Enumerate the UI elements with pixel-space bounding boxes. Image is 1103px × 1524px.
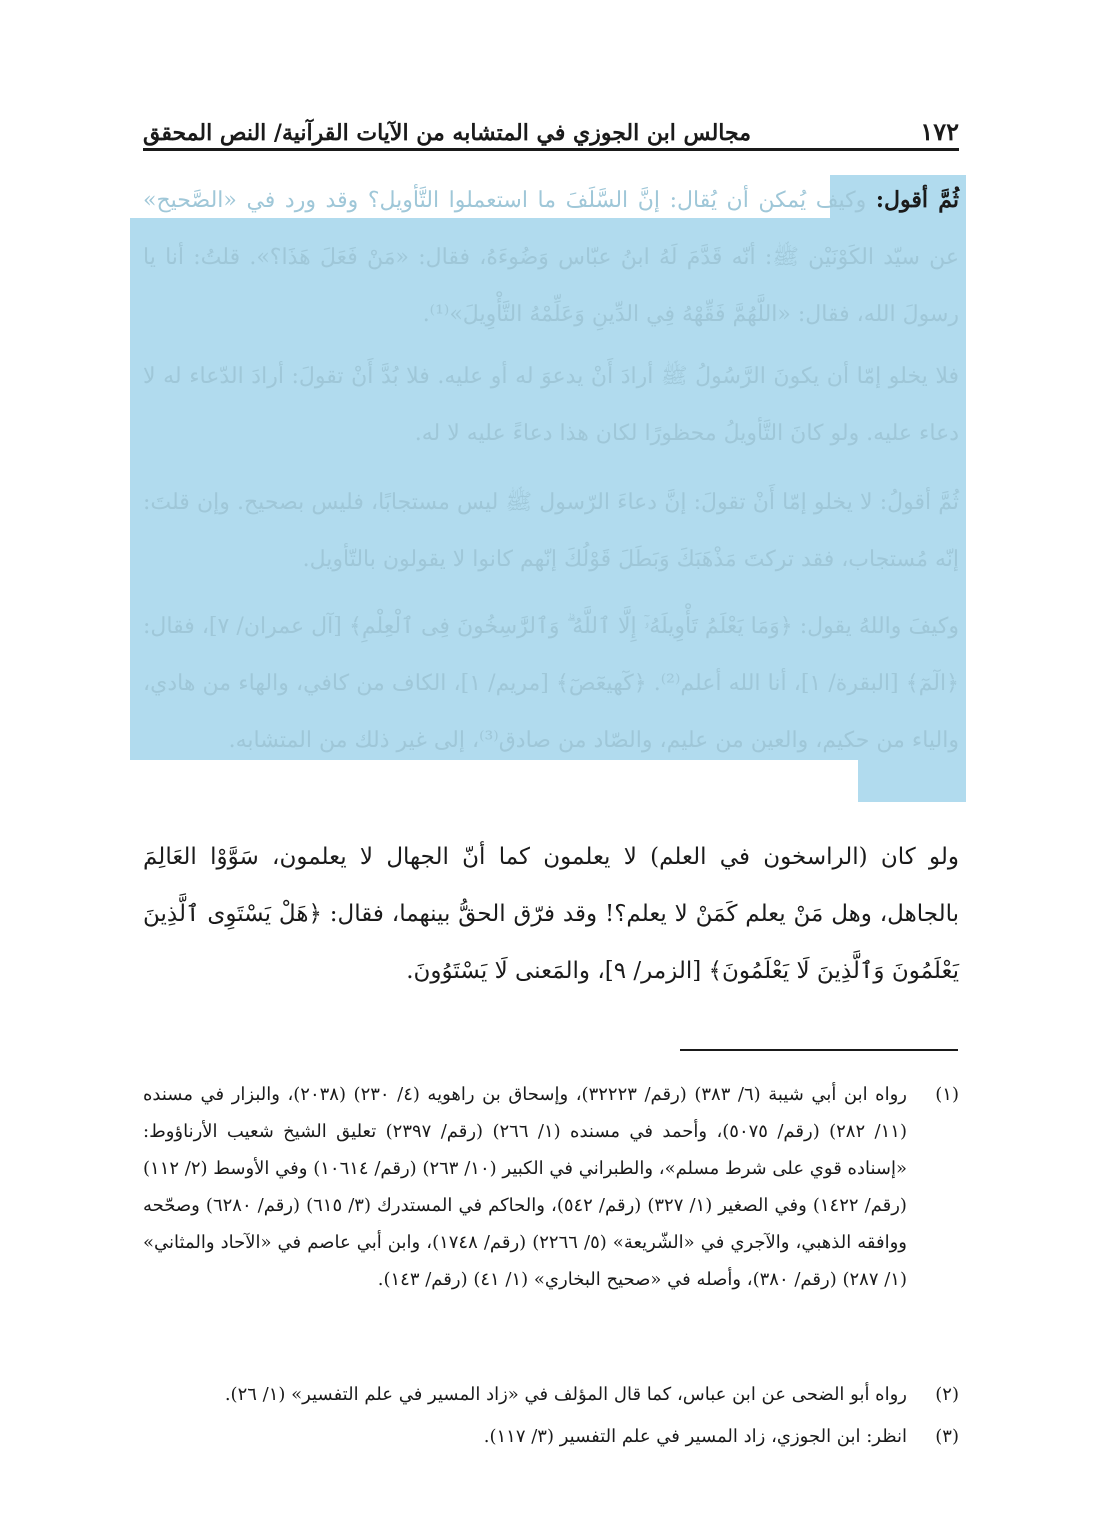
paragraph-3-text: ثُمَّ أقولُ: لا يخلو إمّا أَنْ تقولَ: إنَّ دعاءَ الرّسول ﷺ ليس مستجابًا، فليس بصحيح. وإن قلتَ: إنّه مُستجاب، فقد تركتَ مَذْهَبَكَ وَبَطَلَ قَوْلُكَ إنّهم كانوا لا يقولون بالتّأويل. [143, 490, 959, 572]
footnote-text: رواه أبو الضحى عن ابن عباس، كما قال المؤلف في «زاد المسير في علم التفسير» (١/ ٢٦). [224, 1384, 907, 1405]
footnote-text: رواه ابن أبي شيبة (٦/ ٣٨٣) (رقم/ ٣٢٢٢٣)، وإسحاق بن راهويه (٤/ ٢٣٠) (٢٠٣٨)، والبزار في مسنده (١١/ ٢٨٢) (رقم/ ٥٠٧٥)، وأحمد في مسنده (١/ ٢٦٦) (رقم/ ٢٣٩٧) تعليق الشيخ شعيب الأرناؤوط: «إسناده قوي على شرط مسلم»، والطبراني في الكبير (١٠/ ٢٦٣) (رقم/ ١٠٦١٤) وفي الأوسط (٢/ ١١٢) (رقم/ ١٤٢٢) وفي الصغير (١/ ٣٢٧) (رقم/ ٥٤٢)، والحاكم في المستدرك (٣/ ٦١٥) (رقم/ ٦٢٨٠) وصحّحه ووافقه الذهبي، والآجري في «الشّريعة» (٥/ ٢٢٦٦) (رقم/ ١٧٤٨)، وابن أبي عاصم في «الآحاد والمثاني» (١/ ٢٨٧) (رقم/ ٣٨٠)، وأصله في «صحيح البخاري» (١/ ٤١) (رقم/ ١٤٣). [143, 1084, 907, 1290]
running-title: مجالس ابن الجوزي في المتشابه من الآيات القرآنية/ النص المحقق [143, 120, 751, 146]
footnote-3 [143, 1418, 959, 1455]
paragraph-2-text: فلا يخلو إمّا أن يكونَ الرَّسُولُ ﷺ أرادَ أَنْ يدعوَ له أو عليه. فلا بُدَّ أَنْ تقولَ: أرادَ الدّعاء له لا دعاء عليه. ولو كانَ التَّأويلُ محظورًا لكان هذا دعاءً عليه لا له. [143, 364, 959, 446]
footnote-separator [680, 1049, 958, 1051]
footnote-1 [143, 1076, 959, 1298]
footnote-number: (٣) [935, 1426, 959, 1447]
paragraph-4-text: وكيفَ واللهُ يقول: ﴿وَمَا يَعْلَمُ تَأْوِيلَهُۥٓ إِلَّا ٱللَّهُ ۗ وَٱلرَّٰسِخُونَ فِى ٱلْعِلْمِ﴾ [آل عمران/ ٧]، فقال: ﴿الٓمٓ﴾ [البقرة/ ١]، أنا الله أعلم⁽²⁾. ﴿كٓهيعٓصٓ﴾ [مريم/ ١]، الكاف من كافي، والهاء من هادي، والياء من حكيم، والعين من عليم، والصّاد من صادق⁽³⁾، إلى غير ذلك من المتشابه. [143, 614, 959, 753]
footnote-number: (١) [935, 1084, 959, 1105]
page-header [143, 104, 959, 146]
footnote-number: (٢) [935, 1384, 959, 1405]
paragraph-2[interactable] [143, 348, 959, 462]
paragraph-lead: ثُمَّ أقول: [875, 187, 959, 213]
paragraph-4[interactable] [143, 598, 959, 769]
paragraph-1[interactable] [143, 172, 959, 343]
paragraph-5-text: ولو كان (الراسخون في العلم) لا يعلمون كما أنّ الجهال لا يعلمون، سَوَّوْا العَالِمَ بالجاهل، وهل مَنْ يعلم كَمَنْ لا يعلم؟! وقد فرّق الحقُّ بينهما، فقال: ﴿هَلْ يَسْتَوِى ٱلَّذِينَ يَعْلَمُونَ وَٱلَّذِينَ لَا يَعْلَمُونَ﴾ [الزمر/ ٩]، والمَعنى لَا يَسْتَوُونَ. [143, 844, 959, 984]
footnote-text: انظر: ابن الجوزي، زاد المسير في علم التفسير (٣/ ١١٧). [483, 1426, 907, 1447]
page-number: ١٧٢ [920, 117, 959, 146]
paragraph-1-text: وكيف يُمكن أن يُقال: إنَّ السَّلَفَ ما استعملوا التَّأويل؟ وقد ورد في «الصَّحيح» عن سيّد الكَوْنَيْن ﷺ: أنّه قَدَّمَ لَهُ ابنُ عبّاس وَضُوءَهُ، فقال: «مَنْ فَعَلَ هَذَا؟». قلتُ: أنا يا رسولَ الله، فقال: «اللَّهُمَّ فَقِّهْهُ فِي الدِّينِ وَعَلِّمْهُ التَّأْوِيلَ»⁽¹⁾. [143, 188, 959, 327]
footnote-2 [143, 1376, 959, 1413]
paragraph-3[interactable] [143, 474, 959, 588]
paragraph-5[interactable] [143, 829, 959, 1000]
header-rule [143, 148, 959, 151]
